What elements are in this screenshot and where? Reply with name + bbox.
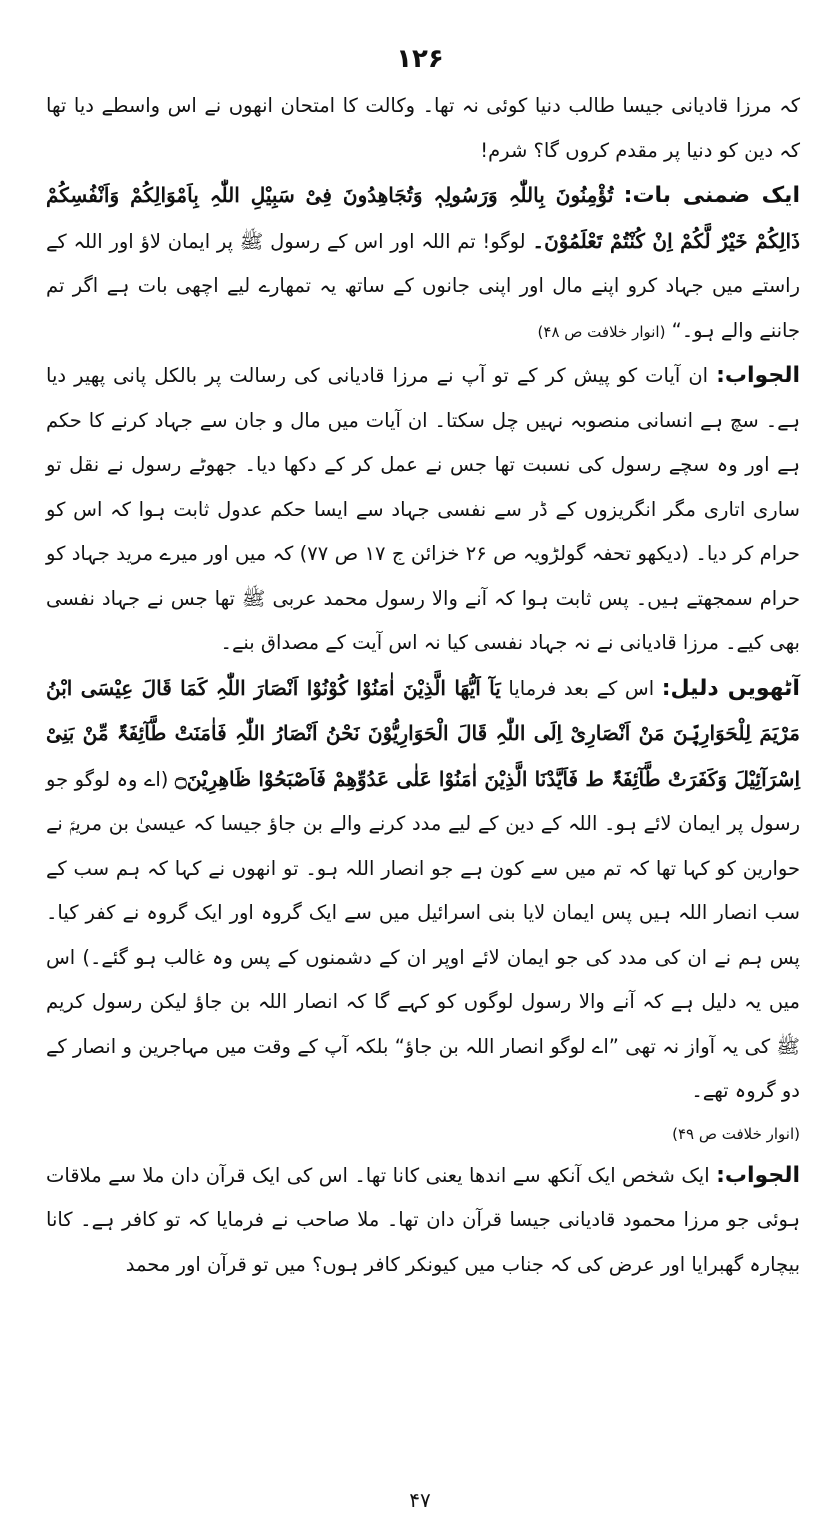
answer-one-text: ان آیات کو پیش کر کے تو آپ نے مرزا قادیانی کی رسالت پر بالکل پانی پھیر دیا ہے۔ سچ ہے انسانی منصوبہ نہیں چل سکتا۔ ان آیات میں مال و جان سے جہاد کرنے کا حکم ہے اور وہ سچے رسول کی نسبت تھا جس نے عمل کر کے دکھا دیا۔ جھوٹے رسول نے نقل تو ساری اتاری مگر انگریزوں کے ڈر سے نفسی جہاد سے ایسا حکم عدول ثابت ہوا کہ اس کو حرام کر دیا۔ (دیکھو تحفہ گولڑویہ ص ۲۶ خزائن ج ۱۷ ص ۷۷) کہ میں اور میرے مرید جہاد کو حرام سمجھتے ہیں۔ پس ثابت ہوا کہ آنے والا رسول محمد عربی ﷺ تھا جس نے جہاد نفسی بھی کیے۔ مرزا قادیانی نے نہ جہاد نفسی کیا نہ اس آیت کے مصداق بنے۔: [46, 364, 800, 654]
section-one: [46, 173, 800, 354]
section-one-arabic: تُؤْمِنُونَ بِاللّٰہِ وَرَسُولِہٖ وَتُجَاھِدُونَ فِیْ سَبِیْلِ اللّٰہِ بِاَمْوَالِکُمْ وَاَنْفُسِکُمْ ذَالِکُمْ خَیْرٌ لَّکُمْ اِنْ کُنْتُمْ تَعْلَمُوْنَ۔: [46, 183, 800, 253]
answer-two-heading: الجواب:: [716, 1162, 800, 1188]
main-text: [46, 84, 800, 1287]
section-one-translation: لوگو! تم اللہ اور اس کے رسول ﷺ پر ایمان لاؤ اور اللہ کے راستے میں جہاد کرو اپنے مال اور اپنی جانوں کے ساتھ یہ تمھارے لیے اچھی بات ہے اگر تم جاننے والے ہو۔“: [46, 229, 800, 342]
section-two-lead: اس کے بعد فرمایا: [508, 676, 655, 700]
answer-one: [46, 354, 800, 666]
section-two-reference: (انوار خلافت ص ۴۹): [672, 1124, 800, 1143]
section-one-heading: ایک ضمنی بات:: [623, 183, 800, 208]
section-two-arabic: یَآ اَیُّھَا الَّذِیْنَ اٰمَنُوْا کُوْنُوْا اَنْصَارَ اللّٰہِ کَمَا قَالَ عِیْسَی ابْنُ مَرْیَمَ لِلْحَوَارِیّٖنَ مَنْ اَنْصَارِیْ اِلَی اللّٰہِ قَالَ الْحَوَارِیُّوْنَ نَحْنُ اَنْصَارُ اللّٰہِ فَاٰمَنَتْ طَّآئِفَۃٌ مِّنْ بَنِیْ اِسْرَآئِیْلَ وَکَفَرَتْ طَّآئِفَۃٌ ط فَاَیَّدْنَا الَّذِیْنَ اٰمَنُوْا عَلٰی عَدُوِّھِمْ فَاَصْبَحُوْا ظَاھِرِیْنَ۝: [46, 675, 800, 791]
section-two: [46, 666, 800, 1114]
answer-two: [46, 1154, 800, 1288]
intro-text: کہ مرزا قادیانی جیسا طالب دنیا کوئی نہ تھا۔ وکالت کا امتحان انھوں نے اس واسطے دیا تھا کہ دین کو دنیا پر مقدم کروں گا؟ شرم!: [46, 94, 800, 162]
page-number: ۱۲۶: [396, 44, 444, 74]
footer-number: ۴۷: [409, 1488, 431, 1512]
section-two-heading: آٹھویں دلیل:: [661, 675, 800, 701]
section-two-reference-line: [46, 1114, 800, 1154]
section-two-translation: (اے وہ لوگو جو رسول پر ایمان لائے ہو۔ اللہ کے دین کے لیے مدد کرنے والے بن جاؤ جیسا کہ عیسیٰ بن مریمؑ نے حوارین کو کہا تھا کہ تم میں سے کون ہے جو انصار اللہ ہو۔ تو انھوں نے کہا کہ ہم سب کے سب انصار اللہ ہیں پس ایمان لایا بنی اسرائیل میں سے ایک گروہ اور ایک گروہ نے کفر کیا۔ پس ہم نے ان کی مدد کی جو ایمان لائے اوپر ان کے دشمنوں کے پس وہ غالب ہو گئے۔) اس میں یہ دلیل ہے کہ آنے والا رسول لوگوں کو کہے گا کہ انصار اللہ بن جاؤ لیکن رسول کریم ﷺ کی یہ آواز نہ تھی ”اے لوگو انصار اللہ بن جاؤ“ بلکہ آپ کے وقت میں مہاجرین و انصار کے دو گروہ تھے۔: [46, 767, 800, 1102]
intro-paragraph: [46, 84, 800, 173]
answer-two-text: ایک شخص ایک آنکھ سے اندھا یعنی کانا تھا۔ اس کی ایک قرآن دان ملا سے ملاقات ہوئی جو مرزا محمود قادیانی جیسا قرآن دان تھا۔ ملا صاحب نے فرمایا کہ تو کافر ہے۔ کانا بیچارہ گھبرایا اور عرض کی کہ جناب میں کیونکر کافر ہوں؟ میں تو قرآن اور محمد: [46, 1163, 800, 1276]
answer-one-heading: الجواب:: [716, 363, 800, 388]
section-one-reference: (انوار خلافت ص ۴۸): [537, 322, 666, 341]
